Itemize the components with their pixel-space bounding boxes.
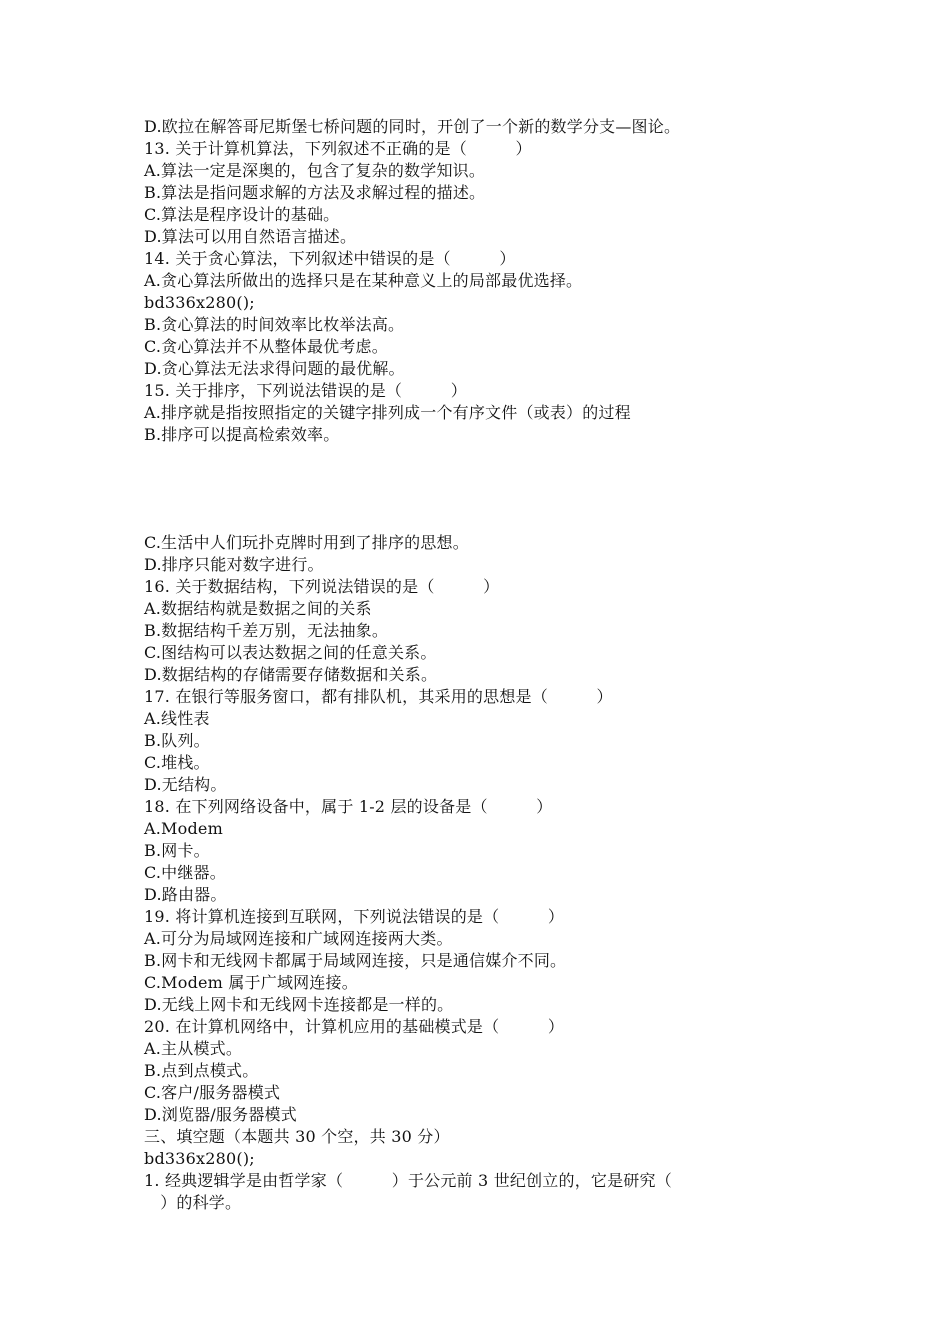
option-line: C.堆栈。 [144, 753, 210, 772]
question-19: 19. 将计算机连接到互联网，下列说法错误的是（ ） [144, 907, 565, 926]
option-line: A.算法一定是深奥的，包含了复杂的数学知识。 [144, 161, 486, 180]
text-line: D.欧拉在解答哥尼斯堡七桥问题的同时，开创了一个新的数学分支—图论。 [144, 117, 681, 136]
option-line: C.中继器。 [144, 863, 226, 882]
option-line: A.线性表 [144, 709, 210, 728]
option-line: C.客户/服务器模式 [144, 1083, 281, 1102]
option-line: D.无结构。 [144, 775, 227, 794]
question-20: 20. 在计算机网络中，计算机应用的基础模式是（ ） [144, 1017, 565, 1036]
question-17: 17. 在银行等服务窗口，都有排队机，其采用的思想是（ ） [144, 687, 613, 706]
text-block-top [144, 116, 864, 446]
option-line: B.算法是指问题求解的方法及求解过程的描述。 [144, 183, 486, 202]
section-heading: 三、填空题（本题共 30 个空，共 30 分） [144, 1127, 450, 1146]
option-line: D.路由器。 [144, 885, 227, 904]
option-line: A.可分为局域网连接和广域网连接两大类。 [144, 929, 453, 948]
text-block-bottom [144, 532, 864, 1214]
ad-placeholder-text: bd336x280(); [144, 1149, 255, 1168]
option-line: D.无线上网卡和无线网卡连接都是一样的。 [144, 995, 454, 1014]
option-line: A.排序就是指按照指定的关键字排列成一个有序文件（或表）的过程 [144, 403, 631, 422]
question-18: 18. 在下列网络设备中，属于 1-2 层的设备是（ ） [144, 797, 553, 816]
question-16: 16. 关于数据结构，下列说法错误的是（ ） [144, 577, 500, 596]
ad-placeholder-text: bd336x280(); [144, 293, 255, 312]
question-13: 13. 关于计算机算法，下列叙述不正确的是（ ） [144, 139, 532, 158]
option-line: A.Modem [144, 819, 223, 838]
option-line: B.点到点模式。 [144, 1061, 259, 1080]
option-line: D.浏览器/服务器模式 [144, 1105, 297, 1124]
option-line: C.生活中人们玩扑克牌时用到了排序的思想。 [144, 533, 469, 552]
option-line: B.数据结构千差万别，无法抽象。 [144, 621, 389, 640]
fill-blank-question-1-continued: ）的科学。 [144, 1193, 242, 1212]
option-line: A.主从模式。 [144, 1039, 243, 1058]
option-line: C.图结构可以表达数据之间的任意关系。 [144, 643, 437, 662]
option-line: D.排序只能对数字进行。 [144, 555, 324, 574]
option-line: B.网卡和无线网卡都属于局域网连接，只是通信媒介不同。 [144, 951, 567, 970]
option-line: D.算法可以用自然语言描述。 [144, 227, 357, 246]
question-14: 14. 关于贪心算法，下列叙述中错误的是（ ） [144, 249, 516, 268]
option-line: C.贪心算法并不从整体最优考虑。 [144, 337, 388, 356]
fill-blank-question-1: 1. 经典逻辑学是由哲学家（ ）于公元前 3 世纪创立的，它是研究（ [144, 1171, 672, 1190]
question-15: 15. 关于排序，下列说法错误的是（ ） [144, 381, 467, 400]
option-line: A.数据结构就是数据之间的关系 [144, 599, 372, 618]
option-line: B.网卡。 [144, 841, 210, 860]
option-line: D.贪心算法无法求得问题的最优解。 [144, 359, 405, 378]
option-line: C.Modem 属于广域网连接。 [144, 973, 358, 992]
option-line: B.队列。 [144, 731, 210, 750]
option-line: A.贪心算法所做出的选择只是在某种意义上的局部最优选择。 [144, 271, 583, 290]
option-line: C.算法是程序设计的基础。 [144, 205, 340, 224]
option-line: D.数据结构的存储需要存储数据和关系。 [144, 665, 438, 684]
option-line: B.排序可以提高检索效率。 [144, 425, 340, 444]
option-line: B.贪心算法的时间效率比枚举法高。 [144, 315, 405, 334]
